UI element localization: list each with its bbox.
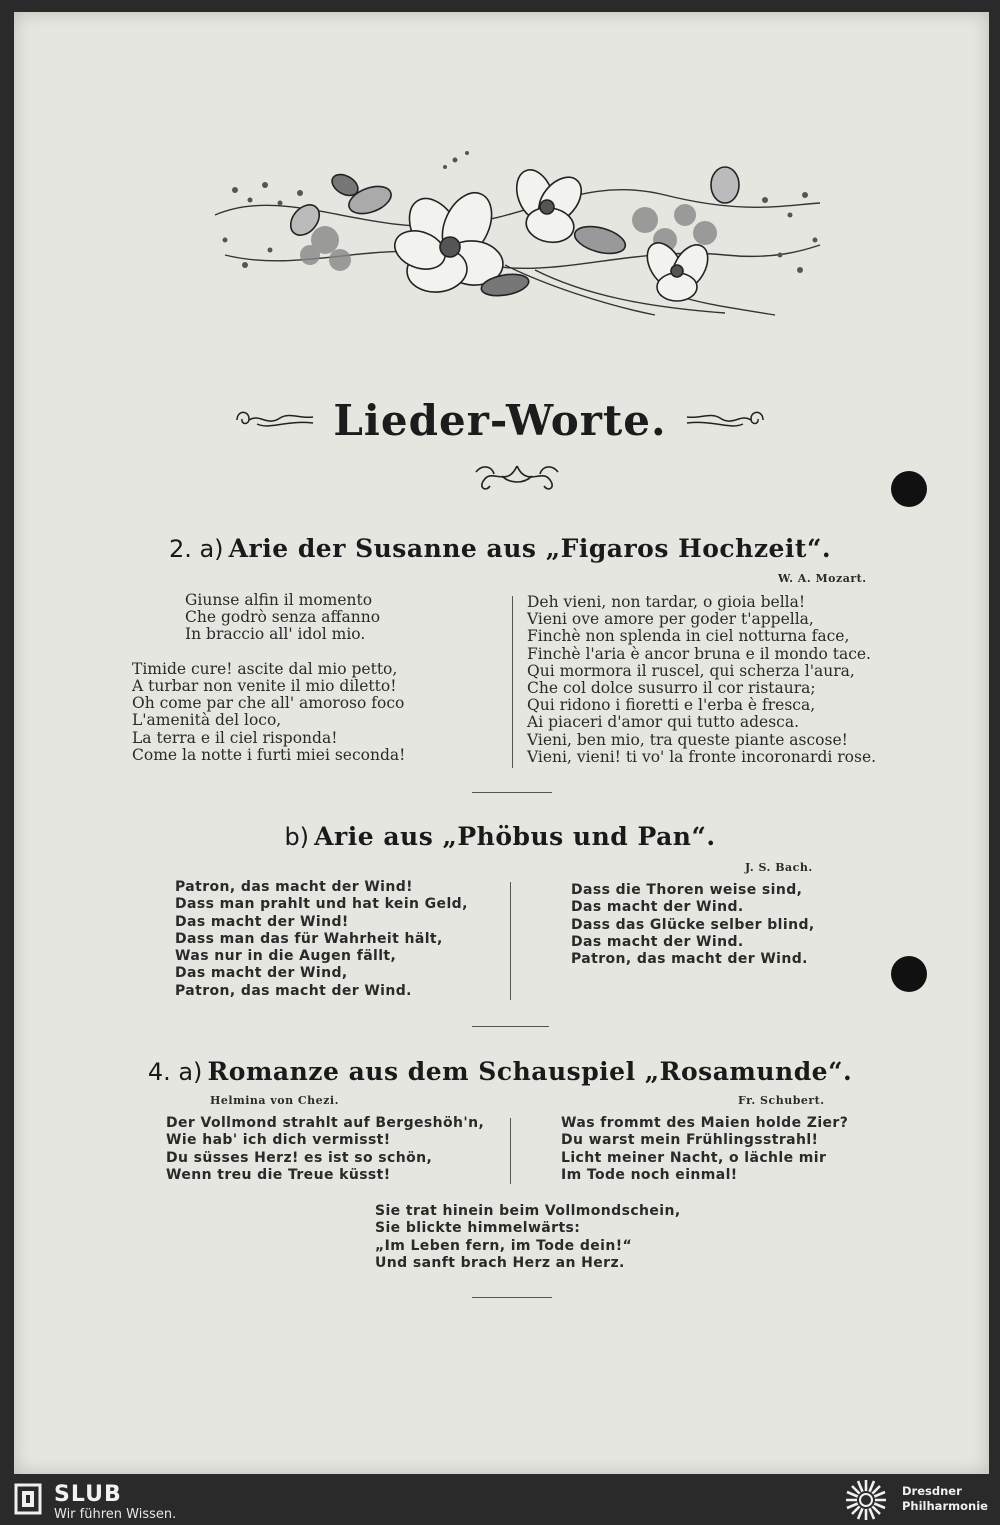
slub-tagline: Wir führen Wissen. [54,1507,177,1522]
composer-schubert: Fr. Schubert. [738,1094,825,1107]
verse-line: Dass man das für Wahrheit hält, [175,930,443,947]
verse-line [132,644,405,661]
verse-line: Timide cure! ascite dal mio petto, [132,659,398,678]
section-heading-phoebus [0,822,1000,851]
main-title-row [0,385,1000,455]
verse-line: Finchè non splenda in ciel notturna face, [527,627,850,646]
section-title: Romanze aus dem Schauspiel „Rosamunde“. [207,1057,853,1086]
verse-line: Qui ridono i fioretti e l'erba è fresca, [527,696,816,715]
verse-line: Oh come par che all' amoroso foco [132,694,405,713]
verse-line: Dass das Glücke selber blind, [571,916,815,933]
verse-line: Im Tode noch einmal! [561,1166,738,1183]
verse-line: Licht meiner Nacht, o lächle mir [561,1149,827,1166]
verse-right-column [527,594,876,766]
verse-line: Qui mormora il ruscel, qui scherza l'aura, [527,661,855,680]
verse-line: In braccio all' idol mio. [185,625,366,644]
scroll-flourish-icon [685,405,765,435]
verse-line: Der Vollmond strahlt auf Bergeshöh'n, [166,1115,485,1131]
verse-line: Wenn treu die Treue küsst! [166,1166,391,1183]
scroll-flourish-icon [235,405,315,435]
section-number: b) [284,823,310,851]
verse-line: Vieni, ben mio, tra queste piante ascose! [527,730,848,749]
verse-line: Giunse alfin il momento [185,591,373,609]
verse-line: Was nur in die Augen fällt, [175,948,397,965]
verse-left-column [166,1115,484,1184]
partner-line-2: Philharmonie [902,1499,988,1513]
punch-hole-upper [891,471,927,507]
slub-name: SLUB [54,1482,122,1507]
verse-line: Was frommt des Maien holde Zier? [561,1115,849,1131]
section-title: Arie aus „Phöbus und Pan“. [314,822,716,851]
verse-center-stanza [375,1203,681,1272]
verse-line: Come la notte i furti miei seconda! [132,745,406,764]
footer-bar [0,1474,1000,1525]
philharmonie-logo-icon [842,1477,890,1523]
verse-line: Und sanft brach Herz an Herz. [375,1254,625,1271]
section-heading-figaro [0,534,1000,563]
verse-line: Deh vieni, non tardar, o gioia bella! [527,593,806,611]
page-title: Lieder-Worte. [333,395,667,445]
section-divider [472,792,552,793]
verse-line: Patron, das macht der Wind! [175,879,413,895]
composer-bach: J. S. Bach. [745,861,813,874]
verse-right-column [571,882,815,968]
punch-hole-lower [891,956,927,992]
section-heading-rosamunde [0,1057,1000,1086]
verse-left-column [132,592,405,764]
section-title: Arie der Susanne aus „Figaros Hochzeit“. [228,534,832,563]
slub-logo-icon [14,1483,42,1515]
section-number: 2. a) [168,535,224,563]
verse-line: Das macht der Wind. [571,933,744,950]
verse-line: A turbar non venite il mio diletto! [132,677,397,696]
verse-line: Patron, das macht der Wind. [175,982,412,999]
verse-line: Vieni, vieni! ti vo' la fronte incoronardi rose. [527,747,877,766]
verse-line: „Im Leben fern, im Tode dein!“ [375,1237,633,1254]
partner-name [902,1484,988,1514]
verse-line: Du süsses Herz! es ist so schön, [166,1149,433,1166]
verse-line: Ai piaceri d'amor qui tutto adesca. [527,713,799,732]
verse-line: Du warst mein Frühlingsstrahl! [561,1132,819,1149]
verse-line: Das macht der Wind, [175,965,348,982]
verse-line: Dass die Thoren weise sind, [571,882,803,898]
verse-line: Wie hab' ich dich vermisst! [166,1132,391,1149]
composer-mozart: W. A. Mozart. [778,572,867,585]
verse-line: Sie blickte himmelwärts: [375,1220,581,1237]
floral-garland-icon [205,145,830,320]
verse-line: Che col dolce susurro il cor ristaura; [527,679,816,698]
verse-right-column [561,1115,848,1184]
column-divider [510,1118,511,1184]
verse-line: La terra e il ciel risponda! [132,728,338,747]
verse-line: Che godrò senza affanno [185,608,381,627]
column-divider [510,882,511,1000]
section-divider [472,1026,549,1027]
partner-line-1: Dresdner [902,1484,962,1498]
verse-line: Dass man prahlt und hat kein Geld, [175,896,468,913]
verse-line: Das macht der Wind. [571,899,744,916]
verse-line: Vieni ove amore per goder t'appella, [527,610,814,629]
verse-line: Sie trat hinein beim Vollmondschein, [375,1203,681,1219]
scroll-flourish-icon [472,458,562,494]
verse-line: Patron, das macht der Wind. [571,951,808,968]
author-chezi: Helmina von Chezi. [210,1094,339,1107]
column-divider [512,596,513,768]
verse-left-column [175,879,468,1000]
verse-line: L'amenità del loco, [132,711,282,730]
section-number: 4. a) [147,1058,203,1086]
verse-line: Das macht der Wind! [175,913,349,930]
section-divider [472,1297,552,1298]
verse-line: Finchè l'aria è ancor bruna e il mondo tace. [527,644,871,663]
